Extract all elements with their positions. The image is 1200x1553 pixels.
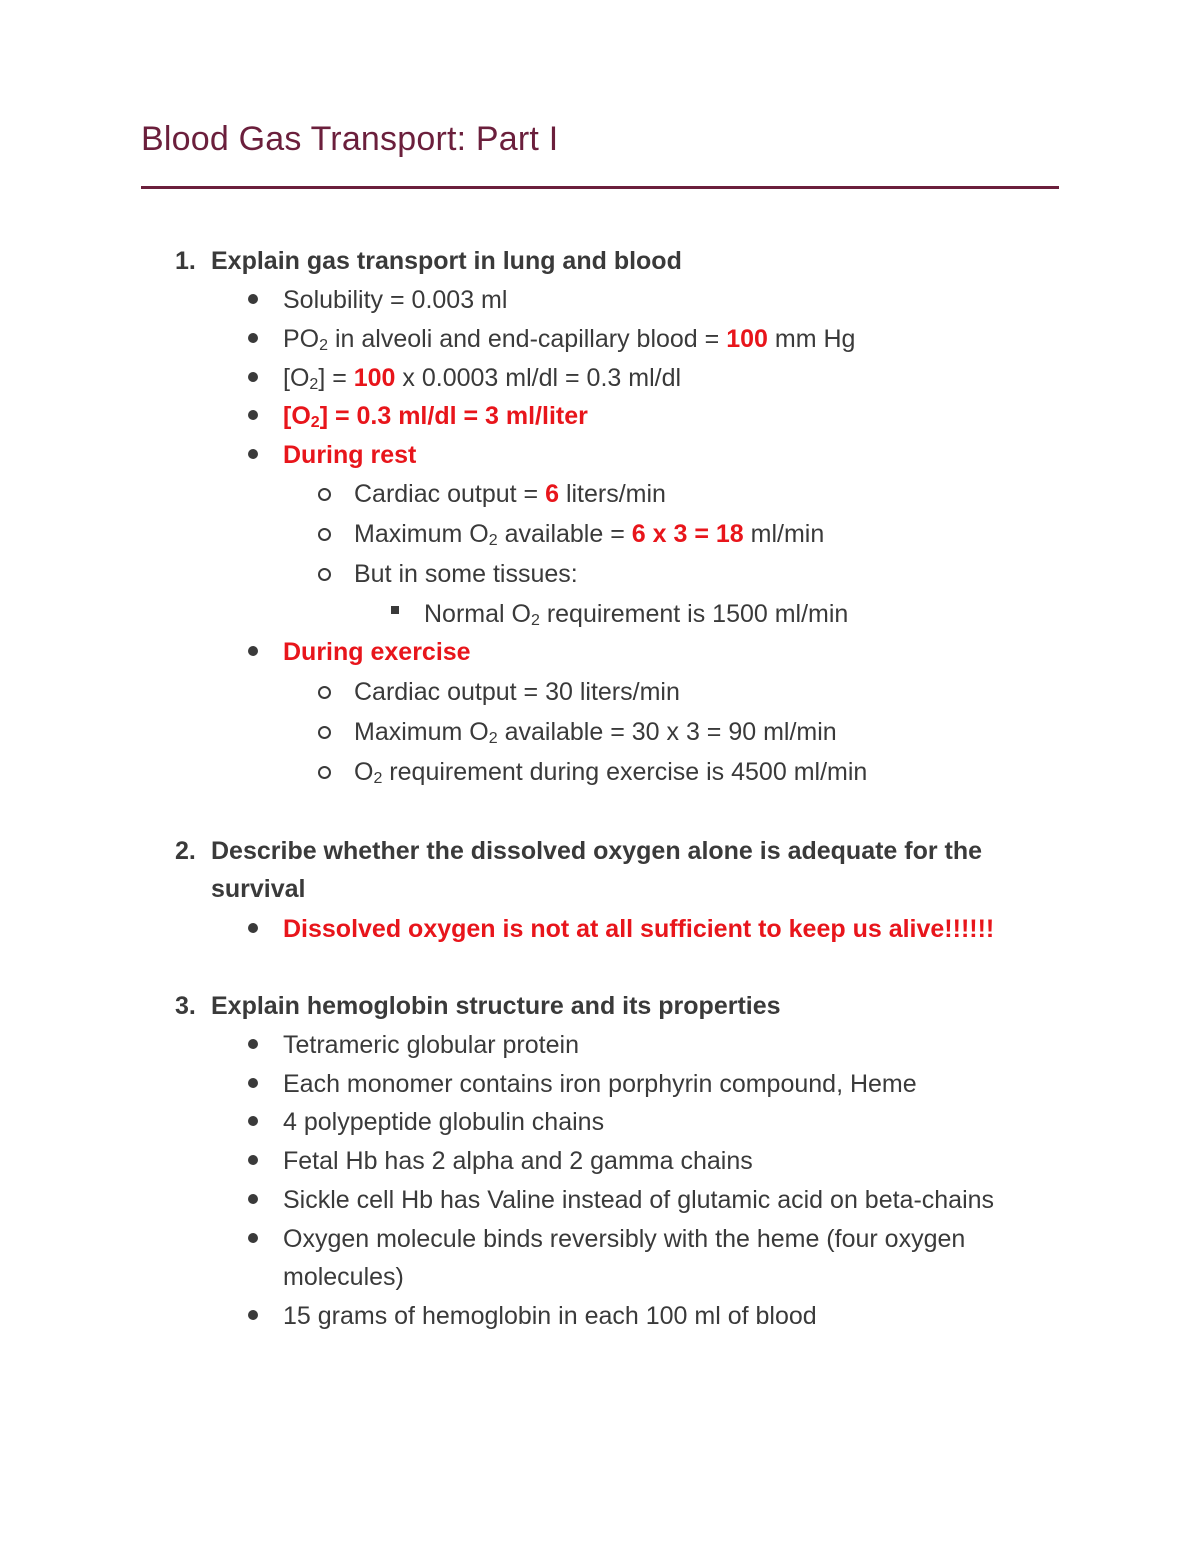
list-item: Cardiac output = 6 liters/min (354, 480, 666, 508)
list-item: Dissolved oxygen is not at all sufficient to keep us alive!!!!!! (283, 915, 995, 943)
sub-bullet-icon (318, 528, 331, 541)
bullet-icon (248, 1194, 258, 1204)
list-item: Oxygen molecule binds reversibly with the heme (four oxygen (283, 1225, 966, 1253)
list-item: During rest (283, 441, 417, 469)
bullet-icon (248, 372, 258, 382)
bullet-icon (248, 449, 258, 459)
bullet-icon (248, 1078, 258, 1088)
bullet-icon (248, 410, 258, 420)
list-item: $[O_2] = 0.3$ ml/dl = 3 ml/liter (283, 402, 588, 431)
list-item: Tetrameric globular protein (283, 1031, 579, 1059)
bullet-icon (248, 646, 258, 656)
sub-bullet-icon (318, 488, 331, 501)
section-number: 2. (175, 837, 196, 865)
bullet-icon (248, 1039, 258, 1049)
list-item: $[O_2] = 100$ x 0.0003 ml/dl = 0.3 ml/dl (283, 364, 682, 393)
section-number: 3. (175, 992, 196, 1020)
bullet-icon (248, 294, 258, 304)
list-item: But in some tissues: (354, 560, 578, 588)
title-divider (141, 186, 1059, 189)
list-item: Maximum $O_2$ available = 30 x 3 = 90 ml/min (354, 718, 837, 747)
list-item: Solubility = 0.003 ml (283, 286, 508, 314)
list-item: Normal $O_2$ requirement is 1500 ml/min (424, 600, 849, 629)
list-item-continued: molecules) (283, 1263, 404, 1291)
sub-bullet-icon (318, 726, 331, 739)
bullet-icon (248, 1155, 258, 1165)
square-bullet-icon (391, 606, 399, 614)
list-item: 4 polypeptide globulin chains (283, 1108, 605, 1136)
bullet-icon (248, 923, 258, 933)
list-item: Fetal Hb has 2 alpha and 2 gamma chains (283, 1147, 753, 1175)
sub-bullet-icon (318, 766, 331, 779)
list-item: 15 grams of hemoglobin in each 100 ml of blood (283, 1302, 817, 1330)
bullet-icon (248, 333, 258, 343)
section-heading: Explain hemoglobin structure and its properties (211, 992, 781, 1020)
list-item: Cardiac output = 30 liters/min (354, 678, 680, 706)
sub-bullet-icon (318, 686, 331, 699)
list-item: During exercise (283, 638, 471, 666)
list-item: Sickle cell Hb has Valine instead of glutamic acid on beta-chains (283, 1186, 995, 1214)
section-heading: Describe whether the dissolved oxygen alone is adequate for the (211, 837, 983, 865)
bullet-icon (248, 1310, 258, 1320)
page-title: Blood Gas Transport: Part I (141, 120, 559, 158)
section-number: 1. (175, 247, 196, 275)
bullet-icon (248, 1116, 258, 1126)
list-item: Each monomer contains iron porphyrin compound, Heme (283, 1070, 917, 1098)
list-item: $O_2$ requirement during exercise is 4500 ml/min (354, 758, 868, 787)
bullet-icon (248, 1233, 258, 1243)
section-heading-continued: survival (211, 875, 306, 903)
section-heading: Explain gas transport in lung and blood (211, 247, 682, 275)
list-item: $PO_2$ in alveoli and end-capillary blood = 100 mm Hg (283, 325, 856, 354)
sub-bullet-icon (318, 568, 331, 581)
list-item: Maximum $O_2$ available = 6 x 3 = 18 ml/min (354, 520, 825, 549)
